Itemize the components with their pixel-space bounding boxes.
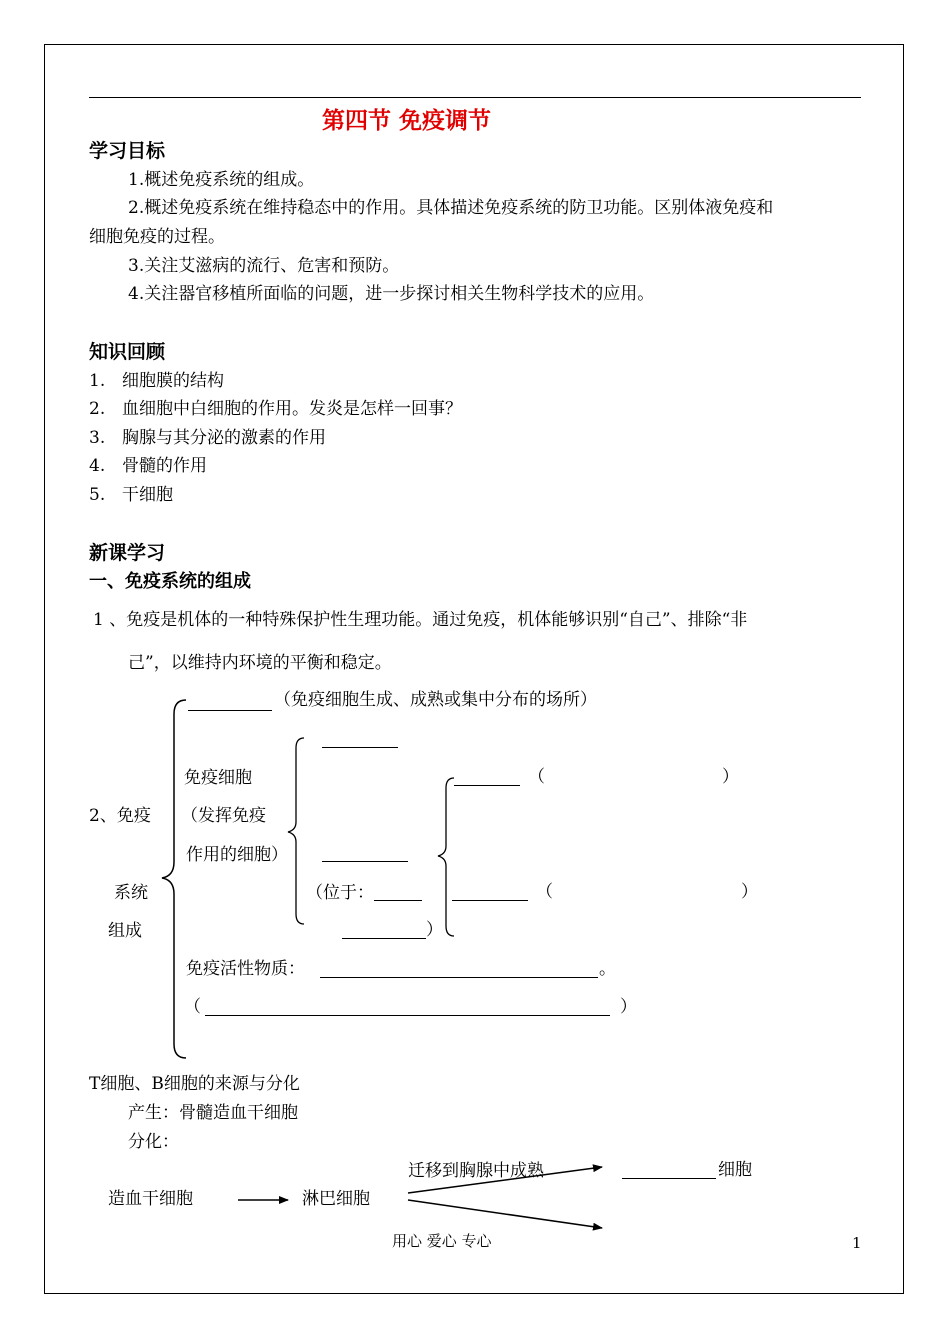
- immune-label-a: 2、免疫: [89, 806, 151, 826]
- review-num-2: 2.: [89, 399, 106, 419]
- lymphocyte-label: 淋巴细胞: [302, 1189, 370, 1209]
- arrow-to-thymus: [408, 1167, 602, 1193]
- immune-label-b: 系统: [114, 883, 148, 903]
- origin-differentiate: 分化：: [128, 1132, 179, 1152]
- review-heading: 知识回顾: [89, 341, 166, 363]
- page-title: 第四节 免疫调节: [322, 108, 492, 134]
- lymph-paren-1-close: ）: [722, 767, 739, 787]
- cell-label-b: （发挥免疫: [181, 806, 266, 826]
- active-paren-open: （: [184, 997, 201, 1017]
- goal-item-2: 2.概述免疫系统在维持稳态中的作用。具体描述免疫系统的防卫功能。区别体液免疫和: [128, 198, 774, 218]
- new-lesson-heading: 新课学习: [89, 542, 166, 564]
- review-item-4: 骨髓的作用: [122, 456, 207, 476]
- organ-note: （免疫细胞生成、成熟或集中分布的场所）: [274, 690, 597, 710]
- page-number: 1: [852, 1234, 862, 1252]
- paragraph-1-line-2: 己”，以维持内环境的平衡和稳定。: [128, 653, 392, 673]
- goal-item-4: 4.关注器官移植所面临的问题，进一步探讨相关生物科学技术的应用。: [128, 284, 655, 304]
- active-period: 。: [599, 959, 616, 979]
- cell-label-c: 作用的细胞）: [186, 845, 288, 865]
- goal-item-3: 3.关注艾滋病的流行、危害和预防。: [128, 256, 400, 276]
- active-substance-label: 免疫活性物质：: [186, 959, 305, 979]
- immune-label-c: 组成: [108, 921, 142, 941]
- section-1-heading: 一、免疫系统的组成: [89, 571, 251, 592]
- review-num-1: 1.: [89, 371, 106, 391]
- goals-heading: 学习目标: [89, 140, 166, 162]
- migrate-label: 迁移到胸腺中成熟: [408, 1161, 544, 1181]
- review-item-1: 细胞膜的结构: [122, 371, 224, 391]
- lymph-paren-2-close: ）: [741, 882, 758, 902]
- origin-heading: T细胞、B细胞的来源与分化: [89, 1074, 300, 1094]
- located-close-paren: ）: [426, 920, 443, 940]
- located-label: （位于：: [306, 883, 374, 903]
- paragraph-1-line-1: 1 、免疫是机体的一种特殊保护性生理功能。通过免疫，机体能够识别“自己”、排除“非: [93, 610, 748, 630]
- goal-item-1: 1.概述免疫系统的组成。: [128, 170, 315, 190]
- review-item-3: 胸腺与其分泌的激素的作用: [122, 428, 326, 448]
- review-num-5: 5.: [89, 485, 106, 505]
- t-cell-label: 细胞: [718, 1160, 752, 1180]
- review-num-4: 4.: [89, 456, 106, 476]
- lymph-paren-1-open: （: [528, 767, 545, 787]
- arrow-to-b: [408, 1200, 602, 1228]
- review-item-5: 干细胞: [122, 485, 173, 505]
- footer-motto: 用心 爱心 专心: [392, 1232, 492, 1250]
- goal-item-2-cont: 细胞免疫的过程。: [89, 227, 225, 247]
- review-num-3: 3.: [89, 428, 106, 448]
- active-paren-close: ）: [620, 997, 637, 1017]
- cell-label-a: 免疫细胞: [184, 768, 252, 788]
- lymph-paren-2-open: （: [536, 882, 553, 902]
- origin-produce: 产生：骨髓造血干细胞: [128, 1103, 298, 1123]
- stem-cell-label: 造血干细胞: [108, 1189, 193, 1209]
- review-item-2: 血细胞中白细胞的作用。发炎是怎样一回事？: [122, 399, 462, 419]
